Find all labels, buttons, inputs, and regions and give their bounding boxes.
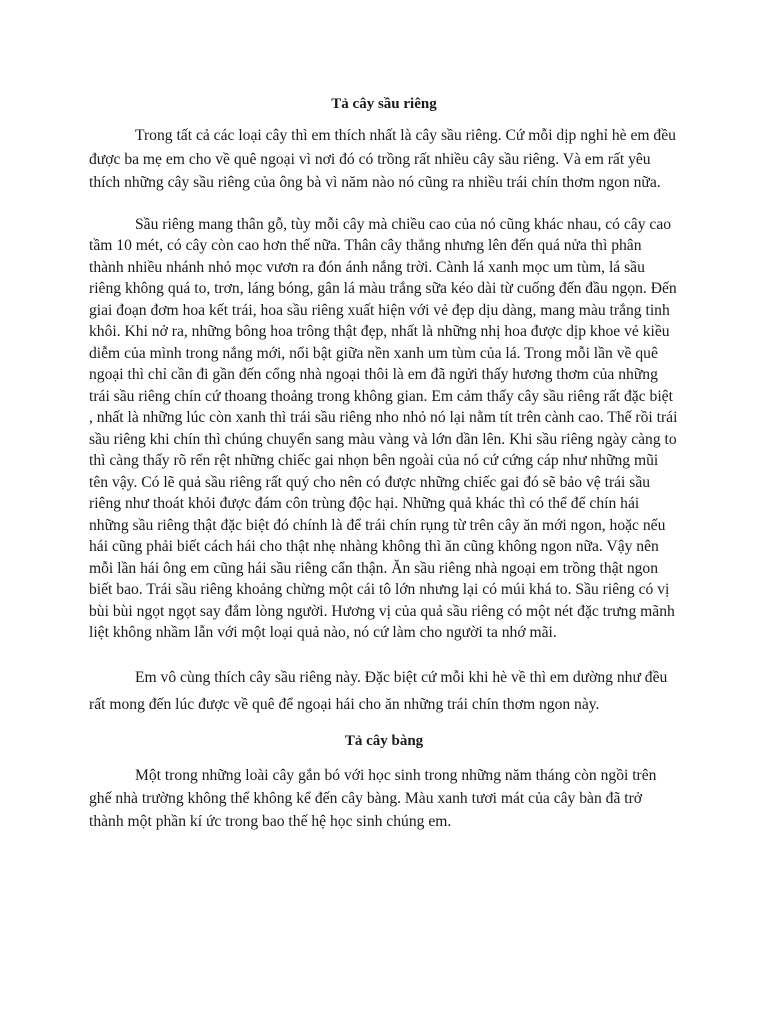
paragraph-intro: Trong tất cả các loại cây thì em thích nhất là cây sầu riêng. Cứ mỗi dịp nghỉ hè em đều được ba mẹ em cho về quê ngoại vì nơi đó có trồng rất nhiều cây sầu riêng. Và em rất yêu thích những cây sầu riêng của ông bà vì năm nào nó cũng ra nhiều trái chín thơm ngon nữa. <box>89 127 676 191</box>
paragraph-description: Sầu riêng mang thân gỗ, tùy mỗi cây mà chiều cao của nó cũng khác nhau, có cây cao tầm 10 mét, có cây còn cao hơn thế nữa. Thân cây thẳng nhưng lên đến quá nửa thì phân thành nhiều nhánh nhỏ mọc vươn ra đón ánh nắng trời. Cành lá xanh mọc um tùm, lá sầu riêng không quá to, trơn, láng bóng, gân lá màu trắng sữa kéo dài từ cuống đến đầu ngọn. Đến giai đoạn đơm hoa kết trái, hoa sầu riêng xuất hiện với vẻ đẹp dịu dàng, mang màu trắng tinh khôi. Khi nở ra, những bông hoa trông thật đẹp, nhất là những nhị hoa được dịp khoe vẻ kiều diễm của mình trong nắng mới, nổi bật giữa nền xanh um tùm của lá. Trong mỗi lần về quê ngoại thì chỉ cần đi gần đến cổng nhà ngoại thôi là em đã ngửi thấy hương thơm của những trái sầu riêng chín cứ thoang thoảng trong không gian. Em cảm thấy cây sầu riêng rất đặc biệt , nhất là những lúc còn xanh thì trái sầu riêng nho nhỏ nó lại nằm tít trên cành cao. Thế rồi trái sầu riêng khi chín thì chúng chuyển sang màu vàng và lớn dần lên. Khi sầu riêng ngày càng to thì càng thấy rõ rển rệt những chiếc gai nhọn bên ngoài của nó cứ cứng cáp như những mũi tên vậy. Có lẽ quả sầu riêng rất quý cho nên có được những chiếc gai đó sẽ bảo vệ trái sầu riêng như thoát khỏi được đám côn trùng độc hại. Những quả khác thì có thể để chín hái những sầu riêng thật đặc biệt đó chính là để trái chín rụng từ trên cây ăn mới ngon, hoặc nếu hái cũng phải biết cách hái cho thật nhẹ nhàng không thì ăn cũng không ngon nữa. Vậy nên mỗi lần hái ông em cũng hái sầu riêng cẩn thận. Ăn sầu riêng nhà ngoại em trồng thật ngon biết bao. Trái sầu riêng khoảng chừng một cái tô lớn nhưng lại có múi khá to. Sầu riêng có vị bùi bùi ngọt ngọt say đắm lòng người. Hương vị của quả sầu riêng có một nét đặc trưng mãnh liệt không nhầm lẫn với một loại quả nào, nó cứ làm cho người ta nhớ mãi. <box>89 215 678 641</box>
document-body <box>89 93 679 853</box>
essay-title-durian: Tả cây sầu riêng <box>331 96 437 112</box>
essay-title-bang-tree: Tả cây bàng <box>344 732 424 749</box>
paragraph-bang-intro: Một trong những loài cây gắn bó với học sinh trong những năm tháng còn ngồi trên ghế nhà trường không thể không kể đến cây bàng. Màu xanh tươi mát của cây bàn đã trở thành một phần kí ức trong bao thế hệ học sinh chúng em. <box>89 766 657 830</box>
paragraph-conclusion: Em vô cùng thích cây sầu riêng này. Đặc biệt cứ mỗi khi hè về thì em dường như đều rất mong đến lúc được về quê để ngoại hái cho ăn những trái chín thơm ngon này. <box>89 668 668 713</box>
